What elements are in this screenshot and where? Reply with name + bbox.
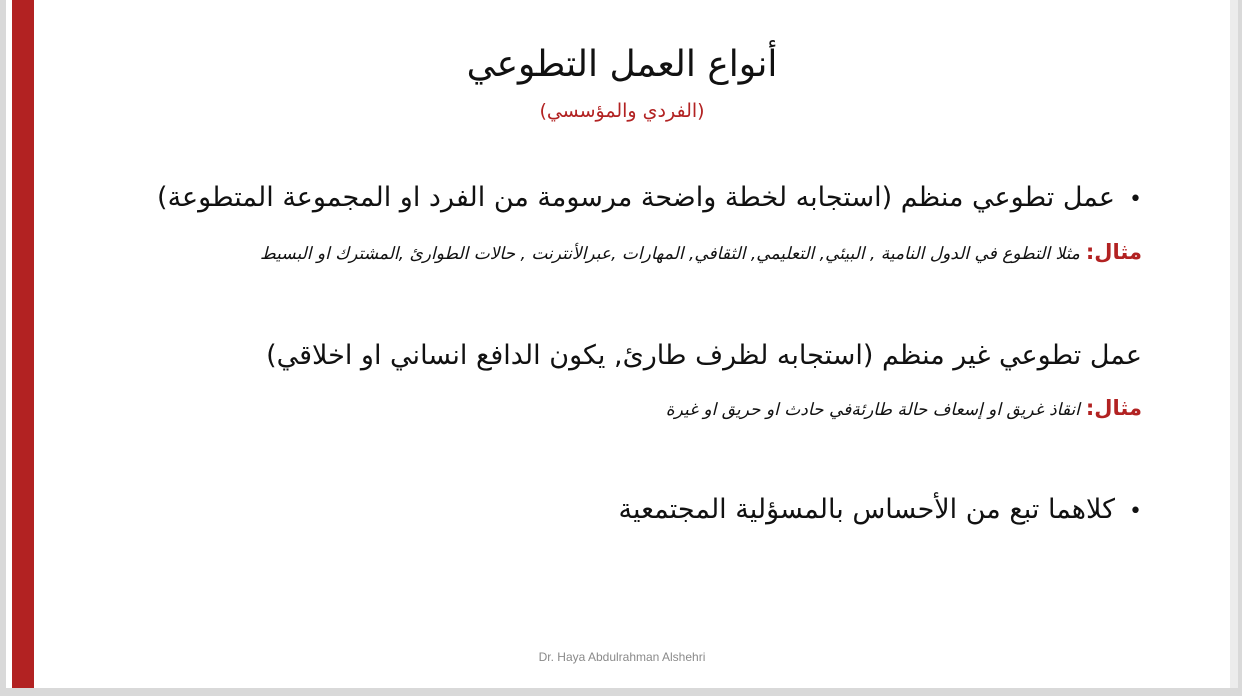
bullet-text: عمل تطوعي غير منظم (استجابه لظرف طارئ, يكون الدافع انساني او اخلاقي) xyxy=(266,340,1142,371)
footer-author: Dr. Haya Abdulrahman Alshehri xyxy=(538,650,706,664)
slide xyxy=(6,0,1238,688)
example-text: انقاذ غريق او إسعاف حالة طارئةفي حادث او حريق او غيرة xyxy=(665,400,1080,420)
example-unorganized xyxy=(666,396,1142,420)
bullet-organized-volunteering xyxy=(157,182,1142,213)
slide-title: أنواع العمل التطوعي xyxy=(466,44,778,85)
bullet-unorganized-volunteering xyxy=(266,340,1142,371)
bullet-icon: • xyxy=(1129,499,1142,524)
example-organized xyxy=(260,240,1142,264)
example-label: مثال: xyxy=(1085,240,1142,264)
bullet-text: عمل تطوعي منظم (استجابه لخطة واضحة مرسومة من الفرد او المجموعة المتطوعة) xyxy=(157,182,1116,213)
bullet-social-responsibility xyxy=(619,494,1142,525)
slide-subtitle: (الفردي والمؤسسي) xyxy=(539,100,705,122)
example-text: مثلا التطوع في الدول النامية , البيئي, التعليمي, الثقافي, المهارات ,عبرالأنترنت , حالات الطوارئ ,المشترك او البسيط xyxy=(260,244,1080,264)
bullet-text: كلاهما تبع من الأحساس بالمسؤلية المجتمعية xyxy=(618,494,1116,525)
bullet-icon: • xyxy=(1129,187,1142,212)
example-label: مثال: xyxy=(1085,396,1142,420)
